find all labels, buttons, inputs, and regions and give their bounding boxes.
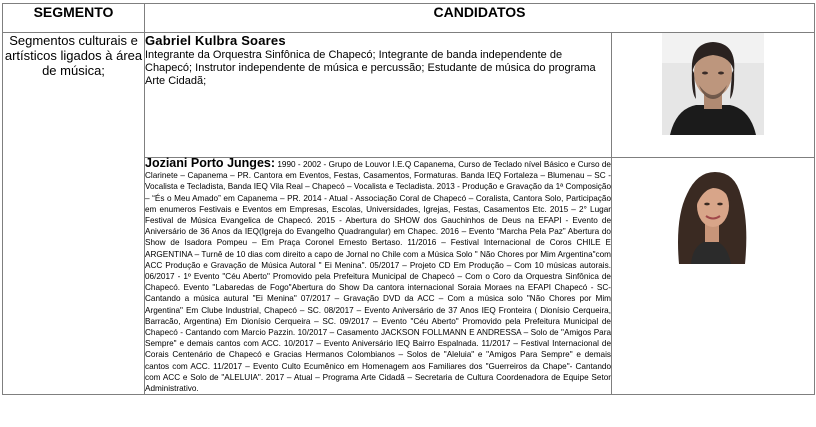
candidate-row: [3, 33, 815, 158]
candidate-bio: 1990 - 2002 - Grupo de Louvor I.E.Q Capanema, Curso de Teclado nível Básico e Curso de Clarinete – Capanema – PR. Cantora em Eventos, Festas, Casamentos, Formaturas. Banda IEQ Fortaleza – Blumenau – SC - Vocalista e Tecladista, Banda IEQ Vila Real – Chapecó – Vocalista e Tecladista. 2013 - Produção e Gravação da 1ª Composição – “És o Meu Amado” em Capanema – PR. 2014 - Atual - Associação Coral de Chapecó – Coralista, Cantora Solo, Participação em enumeros Festivais e Eventos em Empresas, Escolas, Universidades, Igrejas, Festas, Casamentos Etc. 2015 – 2° Lugar Festival de Música Evangelica de Chapecó. 2015 - Abertura do SHOW dos Gauchinhos de Deus na EFAPI - Evento de Aniversário de 36 Anos da IEQ(Igreja do Evangelho Quadrangular) em Chapec. 2016 – Evento “Marcha Pela Paz” Abertura do Show de Isadora Pompeu – Em Praça Coronel Ernesto Bertaso. 11/2016 – Festival Internacional de Coros CHILE E ARGENTINA – Turnê de 10 dias com direito a capo de Jornal no Chile com a Música Solo " Não Chores por Mim Argentina"com ACC Produção e Gravação de Música Autoral " Ei Menina". 05/2017 – Projeto CD Em Produção – Com 10 músicas autorais. 06/2017 - 1º Evento "Céu Aberto" Promovido pela Prefeitura Municipal de Chapecó – Com o Coro da Orquestra Sinfônica de Chapecó. Evento "Labaredas de Fogo"Abertura do Show Da cantora internacional Soraia Moraes na EFAPI Chapecó - SC- Cantando a música autural "Ei Menina" 07/2017 – Gravação DVD da ACC – Com a música solo "Não Chores por Mim Argentina" Em Clube Industrial, Chapecó – SC. 08/2017 – Evento Aniversário de 37 Anos IEQ Fronteira ( Dionísio Cerqueira, Barracão, Argentina) Em Dionísio Cerqueira – SC. 09/2017 – Evento "Céu Aberto" Promovido pela Prefeitura Municipal de Chapecó - Cantando com Marcio Pazzin. 10/2017 – Casamento JACKSON FOLLMANN E ANDRESSA – Solo de "Amigos Para Sempre" e demais cantos com ACC. 10/2017 – Evento Aniversário IEQ Bairro Espalnada. 11/2017 – Festival Internacional de Corais Centenário de Chapecó e Gracias Hermanos Colombianos – Solos de "Aleluia" e "Amigos Para Sempre" e demais cantos com ACC. 11/2017 – Evento Culto Ecumênico em Homenagem aos Familiares dos "Guerreiros da Chape"- Cantando com ACC e Solo de "ALELUIA". 2017 – Atual – Programa Arte Cidadã – Secretaria de Cultura Coordenadora de Equipe Setor Administrativo.: [145, 160, 611, 394]
candidate-photo-cell: [612, 33, 815, 158]
candidate-photo: [662, 33, 764, 140]
header-candidates: CANDIDATOS: [145, 4, 815, 33]
candidate-name: Gabriel Kulbra Soares: [145, 33, 286, 48]
candidates-table: [2, 3, 815, 395]
header-segment: SEGMENTO: [3, 4, 145, 33]
header-row: [3, 4, 815, 33]
candidate-cell: [145, 33, 612, 158]
candidate-photo-cell: [612, 158, 815, 395]
candidate-description: Integrante da Orquestra Sinfônica de Chapecó; Integrante de banda independente de Chapecó; Instrutor independente de música e percussão; Estudante de música do programa Arte Cidadã;: [145, 49, 596, 87]
segment-cell: [3, 33, 145, 395]
candidate-name: Joziani Porto Junges:: [145, 156, 276, 170]
candidate-bio-block: [145, 158, 611, 394]
candidate-photo: [665, 158, 762, 269]
candidate-cell: [145, 158, 612, 395]
segment-text: Segmentos culturais e artísticos ligados à área de música;: [4, 33, 143, 78]
